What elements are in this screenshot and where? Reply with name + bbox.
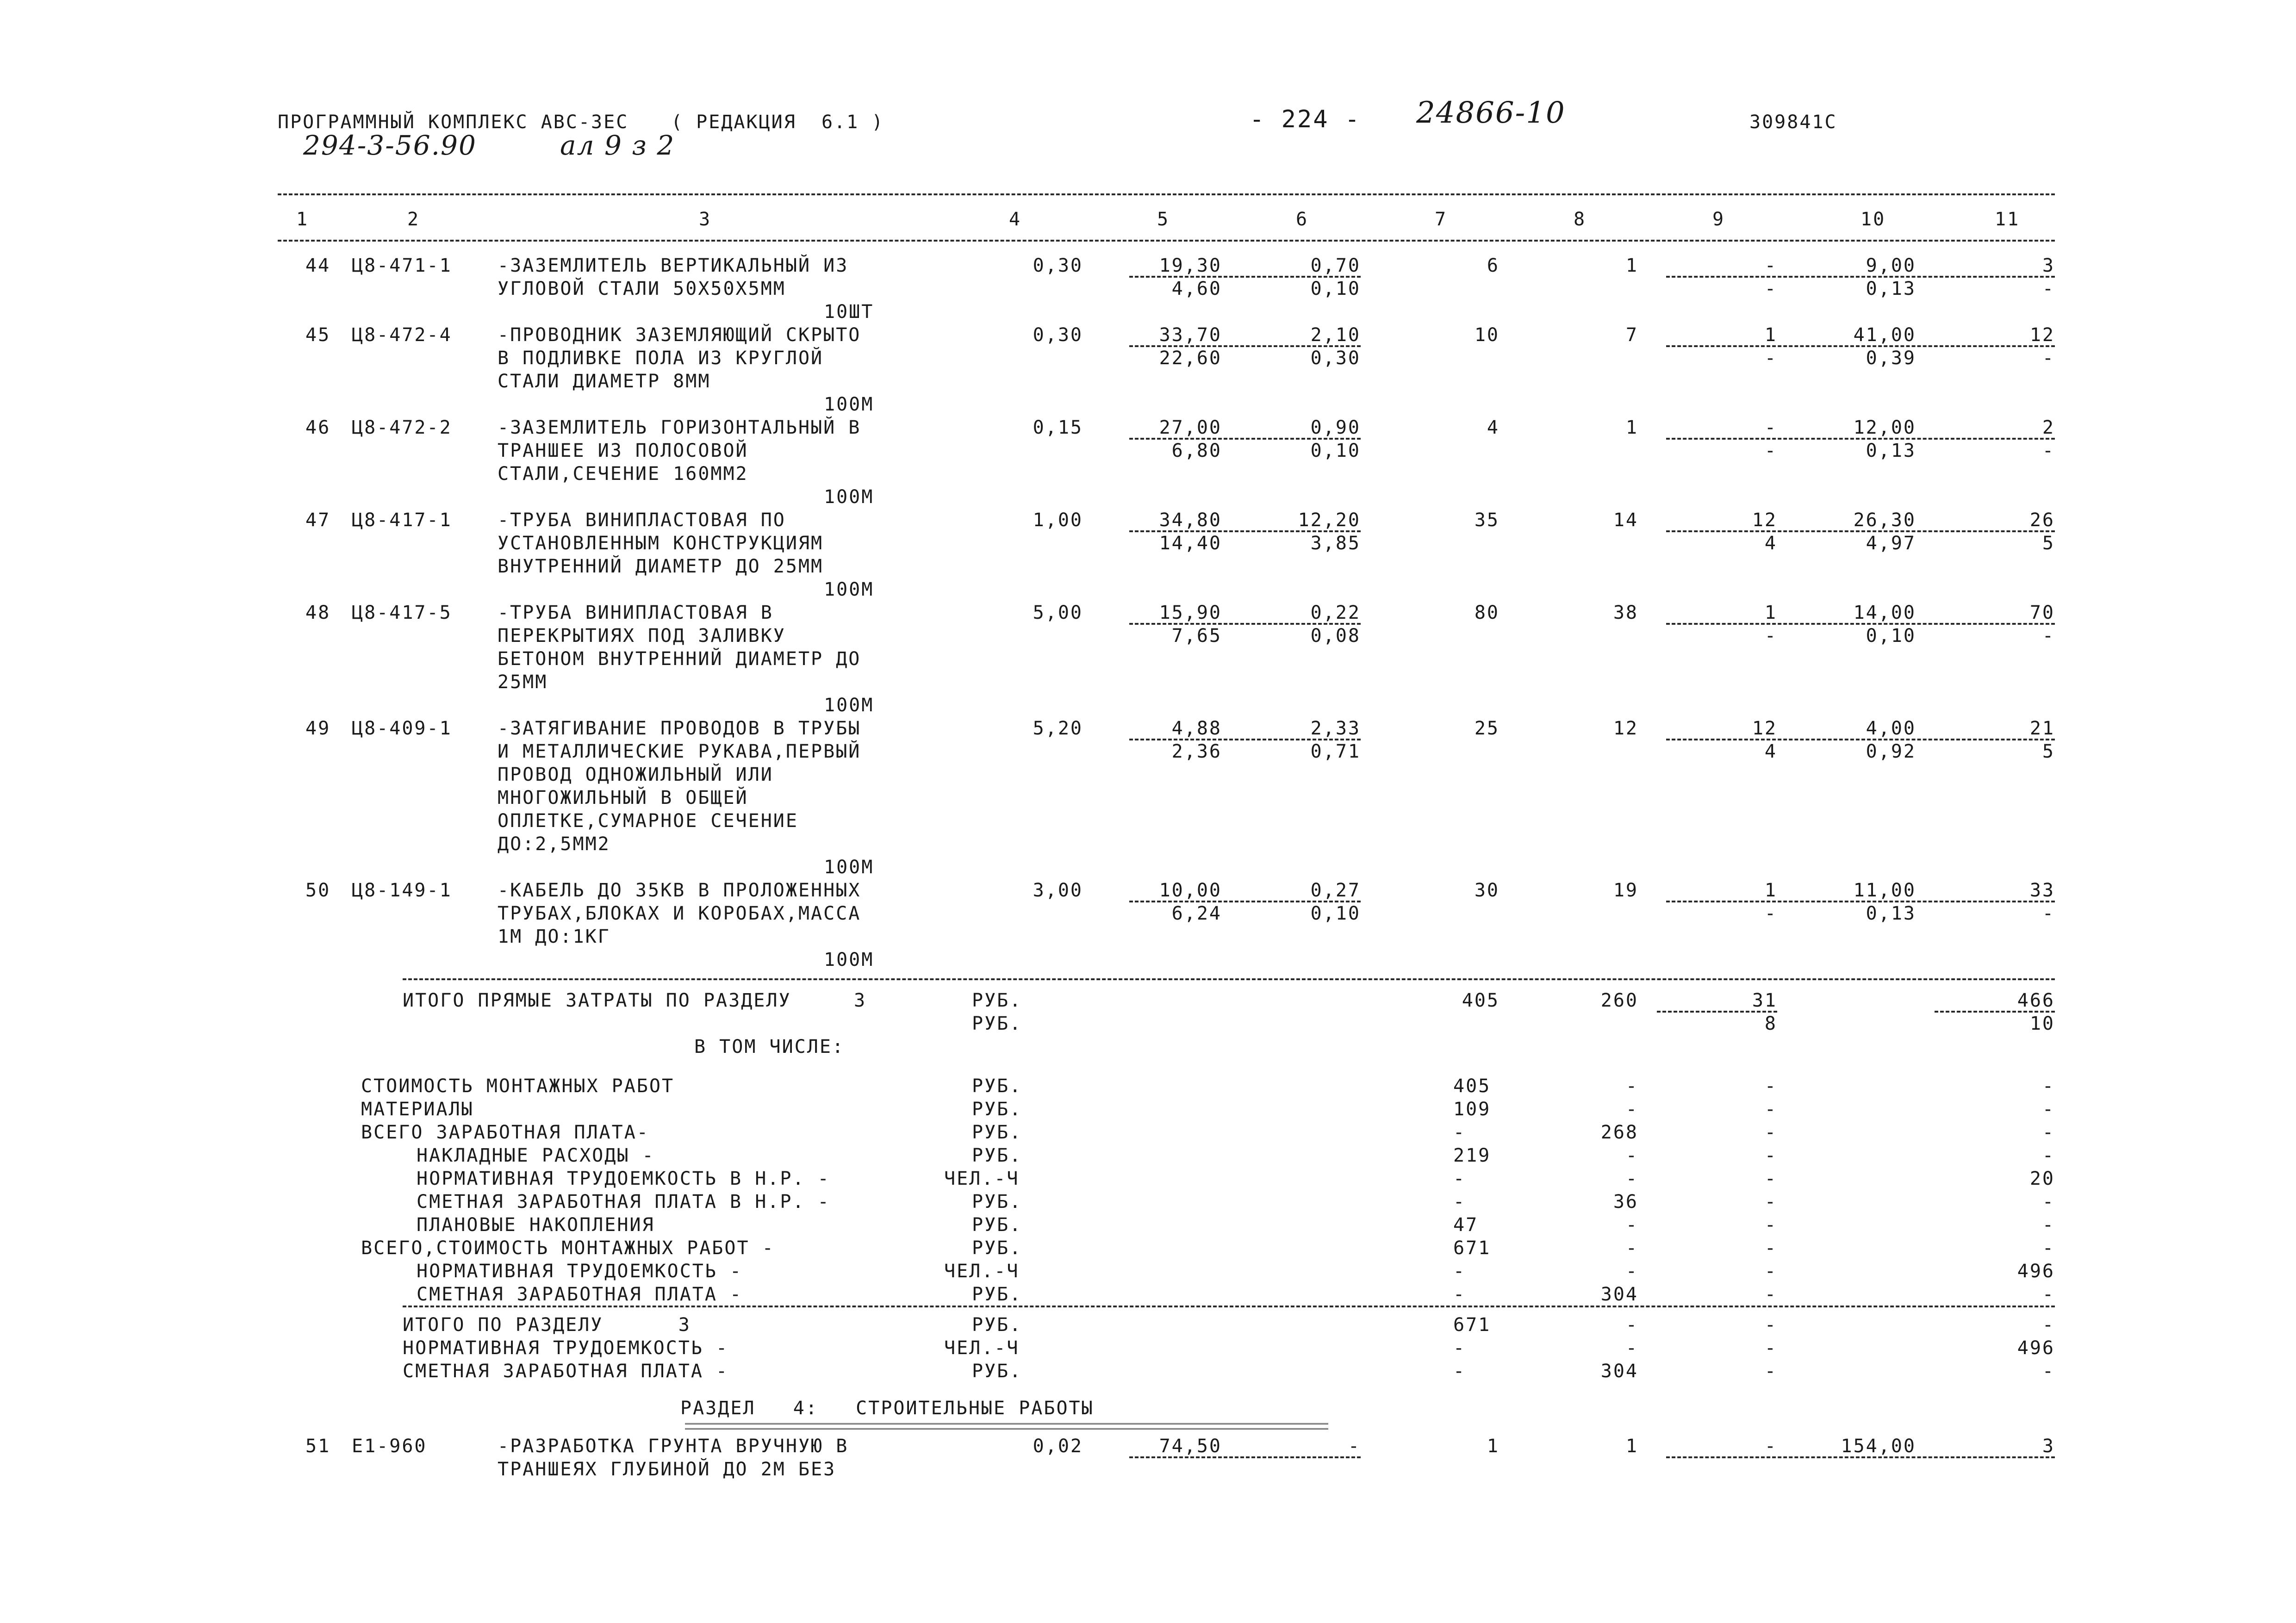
cell-c5: 10,00 bbox=[1159, 880, 1222, 901]
sub-rule bbox=[1129, 276, 1361, 278]
cell-c6-sub: 0,10 bbox=[1310, 278, 1361, 299]
sub-rule bbox=[1129, 739, 1361, 740]
cell-c7: 1 bbox=[1487, 1436, 1500, 1457]
cell-c6-sub: 0,10 bbox=[1310, 440, 1361, 461]
sub-rule bbox=[1666, 739, 2055, 740]
summary-label: СМЕТНАЯ ЗАРАБОТНАЯ ПЛАТА В Н.Р. - bbox=[417, 1191, 830, 1213]
row-number: 47 bbox=[305, 510, 331, 531]
summary-c9: - bbox=[1764, 1122, 1777, 1143]
section-total-label: НОРМАТИВНАЯ ТРУДОЕМКОСТЬ - bbox=[403, 1337, 729, 1359]
row-description: УСТАНОВЛЕННЫМ КОНСТРУКЦИЯМ bbox=[498, 533, 824, 554]
summary-unit: РУБ. bbox=[972, 1191, 1022, 1213]
summary-c8: - bbox=[1625, 1214, 1638, 1236]
cell-c4: 5,00 bbox=[1033, 602, 1083, 623]
sub-rule bbox=[1129, 623, 1361, 625]
column-header-3: 3 bbox=[699, 209, 712, 230]
cell-c9: 1 bbox=[1764, 880, 1777, 901]
cell-c10: 154,00 bbox=[1841, 1436, 1916, 1457]
summary-c8: 36 bbox=[1613, 1191, 1638, 1213]
summary-unit: РУБ. bbox=[972, 1122, 1022, 1143]
row-description: СТАЛИ ДИАМЕТР 8ММ bbox=[498, 371, 711, 392]
section-4-title: РАЗДЕЛ 4: СТРОИТЕЛЬНЫЕ РАБОТЫ bbox=[680, 1398, 1094, 1419]
cell-c11: 70 bbox=[2029, 602, 2055, 623]
cell-c11-sub: - bbox=[2042, 440, 2055, 461]
cell-c11: 21 bbox=[2029, 718, 2055, 739]
row-description: В ПОДЛИВКЕ ПОЛА ИЗ КРУГЛОЙ bbox=[498, 348, 824, 369]
cell-c6-sub: 0,71 bbox=[1310, 741, 1361, 762]
row-description: ПЕРЕКРЫТИЯХ ПОД ЗАЛИВКУ bbox=[498, 625, 786, 647]
row-number: 51 bbox=[305, 1436, 331, 1457]
cell-c9-sub: 4 bbox=[1764, 533, 1777, 554]
summary-c9: - bbox=[1764, 1237, 1777, 1259]
row-number: 45 bbox=[305, 324, 331, 346]
summary-c8: 268 bbox=[1600, 1122, 1638, 1143]
row-description: ТРАНШЕЕ ИЗ ПОЛОСОВОЙ bbox=[498, 440, 748, 461]
row-description: -ТРУБА ВИНИПЛАСТОВАЯ ПО bbox=[498, 510, 786, 531]
summary-c9: - bbox=[1764, 1099, 1777, 1120]
column-header-7: 7 bbox=[1435, 209, 1448, 230]
cell-c11-sub: - bbox=[2042, 348, 2055, 369]
section-total-c9: - bbox=[1764, 1337, 1777, 1359]
section-total-c8: - bbox=[1625, 1314, 1638, 1336]
row-number: 44 bbox=[305, 255, 331, 276]
handwritten-project: 294-3-56.90 bbox=[303, 130, 477, 161]
cell-c5: 19,30 bbox=[1159, 255, 1222, 276]
summary-unit: РУБ. bbox=[972, 1076, 1022, 1097]
row-code: Ц8-472-4 bbox=[352, 324, 452, 346]
row-unit: 100М bbox=[824, 949, 874, 970]
cell-c10-sub: 0,13 bbox=[1866, 278, 1916, 299]
sub-rule bbox=[1935, 1011, 2055, 1013]
sub-rule bbox=[1666, 1456, 2055, 1458]
cell-c8: 12 bbox=[1613, 718, 1638, 739]
cell-c9: 12 bbox=[1752, 718, 1777, 739]
summary-c11: 20 bbox=[2029, 1168, 2055, 1189]
row-number: 46 bbox=[305, 417, 331, 438]
cell-c9-sub: - bbox=[1764, 903, 1777, 924]
cell-c5: 15,90 bbox=[1159, 602, 1222, 623]
row-description: ПРОВОД ОДНОЖИЛЬНЫЙ ИЛИ bbox=[498, 764, 773, 785]
cell-c7: 25 bbox=[1474, 718, 1500, 739]
column-header-10: 10 bbox=[1860, 209, 1886, 230]
cell-c8: 1 bbox=[1625, 255, 1638, 276]
row-description: ТРУБАХ,БЛОКАХ И КОРОБАХ,МАССА bbox=[498, 903, 861, 924]
handwritten-album: ал 9 з 2 bbox=[560, 130, 675, 161]
header-bottom-rule bbox=[278, 240, 2055, 242]
section-total-label: СМЕТНАЯ ЗАРАБОТНАЯ ПЛАТА - bbox=[403, 1361, 729, 1382]
section-rule bbox=[403, 1306, 2055, 1307]
cell-c6: 2,33 bbox=[1310, 718, 1361, 739]
summary-c7: 109 bbox=[1453, 1099, 1491, 1120]
cell-c7: 6 bbox=[1487, 255, 1500, 276]
cell-c8: 1 bbox=[1625, 417, 1638, 438]
row-code: Ц8-417-5 bbox=[352, 602, 452, 623]
cell-c9: - bbox=[1764, 1436, 1777, 1457]
row-description: -ЗАЗЕМЛИТЕЛЬ ГОРИЗОНТАЛЬНЫЙ В bbox=[498, 417, 861, 438]
cell-c5-sub: 14,40 bbox=[1159, 533, 1222, 554]
summary-c8: 304 bbox=[1600, 1284, 1638, 1305]
column-header-4: 4 bbox=[1009, 209, 1022, 230]
sub-rule bbox=[1666, 276, 2055, 278]
summary-c9: - bbox=[1764, 1214, 1777, 1236]
cell-c5: 34,80 bbox=[1159, 510, 1222, 531]
cell-c6: 0,22 bbox=[1310, 602, 1361, 623]
summary-unit: ЧЕЛ.-Ч bbox=[944, 1168, 1020, 1189]
cell-c6-sub: 0,10 bbox=[1310, 903, 1361, 924]
summary-label: ВСЕГО ЗАРАБОТНАЯ ПЛАТА- bbox=[361, 1122, 649, 1143]
sub-rule bbox=[1129, 530, 1361, 532]
cell-c8: 14 bbox=[1613, 510, 1638, 531]
cell-c10: 11,00 bbox=[1853, 880, 1916, 901]
summary-unit: ЧЕЛ.-Ч bbox=[944, 1261, 1020, 1282]
row-description: 25ММ bbox=[498, 672, 548, 693]
cell-c6: 0,90 bbox=[1310, 417, 1361, 438]
summary-c11: - bbox=[2042, 1145, 2055, 1166]
cell-c9: - bbox=[1764, 417, 1777, 438]
row-description: ТРАНШЕЯХ ГЛУБИНОЙ ДО 2М БЕЗ bbox=[498, 1459, 836, 1480]
summary-c8: - bbox=[1625, 1099, 1638, 1120]
row-unit: 100М bbox=[824, 857, 874, 878]
including-label: В ТОМ ЧИСЛЕ: bbox=[694, 1036, 845, 1057]
row-description: -ТРУБА ВИНИПЛАСТОВАЯ В bbox=[498, 602, 773, 623]
section-total-c11: - bbox=[2042, 1314, 2055, 1336]
summary-c7: 671 bbox=[1453, 1237, 1491, 1259]
cell-c5-sub: 2,36 bbox=[1171, 741, 1222, 762]
cell-c8: 1 bbox=[1625, 1436, 1638, 1457]
sub-rule bbox=[1657, 1011, 1777, 1013]
cell-c6: 0,70 bbox=[1310, 255, 1361, 276]
column-header-1: 1 bbox=[296, 209, 309, 230]
cell-c6: 0,27 bbox=[1310, 880, 1361, 901]
row-code: Ц8-471-1 bbox=[352, 255, 452, 276]
total-direct-unit2: РУБ. bbox=[972, 1013, 1022, 1034]
cell-c7: 35 bbox=[1474, 510, 1500, 531]
row-code: Ц8-409-1 bbox=[352, 718, 452, 739]
cell-c11-sub: - bbox=[2042, 625, 2055, 647]
cell-c9-sub: - bbox=[1764, 348, 1777, 369]
cell-c10-sub: 4,97 bbox=[1866, 533, 1916, 554]
section-rule bbox=[403, 978, 2055, 980]
summary-c11: - bbox=[2042, 1076, 2055, 1097]
section-total-unit: ЧЕЛ.-Ч bbox=[944, 1337, 1020, 1359]
row-unit: 100М bbox=[824, 486, 874, 508]
cell-c9-sub: - bbox=[1764, 440, 1777, 461]
cell-c11: 3 bbox=[2042, 255, 2055, 276]
row-description: -ЗАЗЕМЛИТЕЛЬ ВЕРТИКАЛЬНЫЙ ИЗ bbox=[498, 255, 849, 276]
cell-c11: 12 bbox=[2029, 324, 2055, 346]
row-number: 50 bbox=[305, 880, 331, 901]
summary-c8: - bbox=[1625, 1237, 1638, 1259]
cell-c7: 4 bbox=[1487, 417, 1500, 438]
column-header-9: 9 bbox=[1712, 209, 1725, 230]
summary-c8: - bbox=[1625, 1168, 1638, 1189]
cell-c11-sub: - bbox=[2042, 903, 2055, 924]
total-direct-c9: 31 bbox=[1752, 990, 1777, 1011]
cell-c5-sub: 6,80 bbox=[1171, 440, 1222, 461]
column-header-11: 11 bbox=[1995, 209, 2020, 230]
summary-c8: - bbox=[1625, 1261, 1638, 1282]
cell-c5-sub: 4,60 bbox=[1171, 278, 1222, 299]
row-description: ВНУТРЕННИЙ ДИАМЕТР ДО 25ММ bbox=[498, 556, 824, 577]
cell-c9: 1 bbox=[1764, 602, 1777, 623]
row-number: 49 bbox=[305, 718, 331, 739]
summary-c9: - bbox=[1764, 1076, 1777, 1097]
section-total-label: ИТОГО ПО РАЗДЕЛУ 3 bbox=[403, 1314, 691, 1336]
cell-c11: 2 bbox=[2042, 417, 2055, 438]
section-total-c9: - bbox=[1764, 1314, 1777, 1336]
column-header-6: 6 bbox=[1296, 209, 1309, 230]
header-top-rule bbox=[278, 193, 2055, 195]
row-description: ОПЛЕТКЕ,СУМАРНОЕ СЕЧЕНИЕ bbox=[498, 810, 798, 832]
cell-c5-sub: 7,65 bbox=[1171, 625, 1222, 647]
total-direct-c7: 405 bbox=[1462, 990, 1500, 1011]
sub-rule bbox=[1129, 438, 1361, 440]
cell-c8: 7 bbox=[1625, 324, 1638, 346]
summary-c7: 219 bbox=[1453, 1145, 1491, 1166]
row-unit: 10ШТ bbox=[824, 301, 874, 323]
program-title: ПРОГРАММНЫЙ КОМПЛЕКС АВС-3ЕС bbox=[278, 112, 629, 133]
summary-c7: - bbox=[1453, 1122, 1466, 1143]
section-total-unit: РУБ. bbox=[972, 1314, 1022, 1336]
summary-c8: - bbox=[1625, 1076, 1638, 1097]
cell-c5-sub: 6,24 bbox=[1171, 903, 1222, 924]
summary-unit: РУБ. bbox=[972, 1237, 1022, 1259]
cell-c10: 26,30 bbox=[1853, 510, 1916, 531]
summary-c9: - bbox=[1764, 1145, 1777, 1166]
cell-c7: 80 bbox=[1474, 602, 1500, 623]
row-description: -РАЗРАБОТКА ГРУНТА ВРУЧНУЮ В bbox=[498, 1436, 849, 1457]
summary-label: НОРМАТИВНАЯ ТРУДОЕМКОСТЬ В Н.Р. - bbox=[417, 1168, 830, 1189]
row-description: УГЛОВОЙ СТАЛИ 50Х50Х5ММ bbox=[498, 278, 786, 299]
summary-c11: - bbox=[2042, 1214, 2055, 1236]
section-total-c7: - bbox=[1453, 1337, 1466, 1359]
cell-c6-sub: 0,30 bbox=[1310, 348, 1361, 369]
row-description: -ПРОВОДНИК ЗАЗЕМЛЯЮЩИЙ СКРЫТО bbox=[498, 324, 861, 346]
section-total-c8: 304 bbox=[1600, 1361, 1638, 1382]
document-code: 309841С bbox=[1749, 112, 1837, 133]
summary-unit: РУБ. bbox=[972, 1099, 1022, 1120]
sub-rule bbox=[1129, 1456, 1361, 1458]
row-unit: 100М bbox=[824, 394, 874, 415]
summary-label: ВСЕГО,СТОИМОСТЬ МОНТАЖНЫХ РАБОТ - bbox=[361, 1237, 775, 1259]
summary-c7: - bbox=[1453, 1261, 1466, 1282]
section-total-c8: - bbox=[1625, 1337, 1638, 1359]
summary-c11: - bbox=[2042, 1191, 2055, 1213]
row-code: Ц8-149-1 bbox=[352, 880, 452, 901]
sub-rule bbox=[1666, 345, 2055, 347]
section-total-c7: - bbox=[1453, 1361, 1466, 1382]
row-description: 1М ДО:1КГ bbox=[498, 926, 610, 947]
section-total-c7: 671 bbox=[1453, 1314, 1491, 1336]
summary-c7: 405 bbox=[1453, 1076, 1491, 1097]
cell-c10-sub: 0,92 bbox=[1866, 741, 1916, 762]
summary-label: СТОИМОСТЬ МОНТАЖНЫХ РАБОТ bbox=[361, 1076, 675, 1097]
cell-c10-sub: 0,10 bbox=[1866, 625, 1916, 647]
cell-c9-sub: - bbox=[1764, 625, 1777, 647]
row-description: -ЗАТЯГИВАНИЕ ПРОВОДОВ В ТРУБЫ bbox=[498, 718, 861, 739]
cell-c7: 10 bbox=[1474, 324, 1500, 346]
cell-c10-sub: 0,13 bbox=[1866, 903, 1916, 924]
cell-c10: 14,00 bbox=[1853, 602, 1916, 623]
row-description: И МЕТАЛЛИЧЕСКИЕ РУКАВА,ПЕРВЫЙ bbox=[498, 741, 861, 762]
summary-label: СМЕТНАЯ ЗАРАБОТНАЯ ПЛАТА - bbox=[417, 1284, 743, 1305]
cell-c10: 9,00 bbox=[1866, 255, 1916, 276]
cell-c4: 3,00 bbox=[1033, 880, 1083, 901]
cell-c6: - bbox=[1348, 1436, 1361, 1457]
cell-c11: 26 bbox=[2029, 510, 2055, 531]
sub-rule bbox=[1129, 901, 1361, 902]
cell-c11-sub: - bbox=[2042, 278, 2055, 299]
cell-c9-sub: 4 bbox=[1764, 741, 1777, 762]
cell-c6: 2,10 bbox=[1310, 324, 1361, 346]
summary-c7: - bbox=[1453, 1168, 1466, 1189]
row-number: 48 bbox=[305, 602, 331, 623]
summary-unit: РУБ. bbox=[972, 1214, 1022, 1236]
sub-rule bbox=[1666, 901, 2055, 902]
summary-c9: - bbox=[1764, 1168, 1777, 1189]
cell-c10: 12,00 bbox=[1853, 417, 1916, 438]
cell-c4: 0,15 bbox=[1033, 417, 1083, 438]
summary-unit: РУБ. bbox=[972, 1284, 1022, 1305]
cell-c11-sub: 5 bbox=[2042, 741, 2055, 762]
summary-c7: 47 bbox=[1453, 1214, 1479, 1236]
summary-unit: РУБ. bbox=[972, 1145, 1022, 1166]
page-number: - 224 - bbox=[1250, 106, 1361, 133]
cell-c10-sub: 0,39 bbox=[1866, 348, 1916, 369]
row-code: Ц8-472-2 bbox=[352, 417, 452, 438]
summary-c11: - bbox=[2042, 1099, 2055, 1120]
summary-label: НАКЛАДНЫЕ РАСХОДЫ - bbox=[417, 1145, 655, 1166]
summary-c8: - bbox=[1625, 1145, 1638, 1166]
total-direct-c11: 466 bbox=[2017, 990, 2055, 1011]
cell-c10-sub: 0,13 bbox=[1866, 440, 1916, 461]
cell-c9: 12 bbox=[1752, 510, 1777, 531]
sub-rule bbox=[1666, 530, 2055, 532]
cell-c5: 33,70 bbox=[1159, 324, 1222, 346]
cell-c11: 33 bbox=[2029, 880, 2055, 901]
cell-c8: 19 bbox=[1613, 880, 1638, 901]
sub-rule bbox=[1666, 438, 2055, 440]
column-header-5: 5 bbox=[1157, 209, 1170, 230]
cell-c11-sub: 5 bbox=[2042, 533, 2055, 554]
cell-c5: 74,50 bbox=[1159, 1436, 1222, 1457]
cell-c11: 3 bbox=[2042, 1436, 2055, 1457]
cell-c4: 0,30 bbox=[1033, 255, 1083, 276]
cell-c5: 27,00 bbox=[1159, 417, 1222, 438]
total-direct-c9-sub: 8 bbox=[1764, 1013, 1777, 1034]
total-direct-c11-sub: 10 bbox=[2029, 1013, 2055, 1034]
sub-rule bbox=[1129, 345, 1361, 347]
section-total-c11: - bbox=[2042, 1361, 2055, 1382]
section-total-unit: РУБ. bbox=[972, 1361, 1022, 1382]
cell-c4: 0,02 bbox=[1033, 1436, 1083, 1457]
edition-label: ( РЕДАКЦИЯ 6.1 ) bbox=[671, 112, 884, 133]
summary-c7: - bbox=[1453, 1191, 1466, 1213]
summary-label: МАТЕРИАЛЫ bbox=[361, 1099, 474, 1120]
cell-c6: 12,20 bbox=[1298, 510, 1361, 531]
summary-c11: - bbox=[2042, 1122, 2055, 1143]
row-unit: 100М bbox=[824, 695, 874, 716]
total-direct-unit: РУБ. bbox=[972, 990, 1022, 1011]
cell-c9: - bbox=[1764, 255, 1777, 276]
section-total-c11: 496 bbox=[2017, 1337, 2055, 1359]
summary-c11: - bbox=[2042, 1284, 2055, 1305]
cell-c4: 5,20 bbox=[1033, 718, 1083, 739]
summary-c9: - bbox=[1764, 1191, 1777, 1213]
cell-c4: 1,00 bbox=[1033, 510, 1083, 531]
cell-c9-sub: - bbox=[1764, 278, 1777, 299]
cell-c7: 30 bbox=[1474, 880, 1500, 901]
summary-label: ПЛАНОВЫЕ НАКОПЛЕНИЯ bbox=[417, 1214, 655, 1236]
summary-c11: - bbox=[2042, 1237, 2055, 1259]
cell-c10: 4,00 bbox=[1866, 718, 1916, 739]
row-code: Ц8-417-1 bbox=[352, 510, 452, 531]
column-header-2: 2 bbox=[407, 209, 420, 230]
cell-c4: 0,30 bbox=[1033, 324, 1083, 346]
row-code: Е1-960 bbox=[352, 1436, 427, 1457]
cell-c5-sub: 22,60 bbox=[1159, 348, 1222, 369]
total-direct-label: ИТОГО ПРЯМЫЕ ЗАТРАТЫ ПО РАЗДЕЛУ 3 bbox=[403, 990, 867, 1011]
cell-c6-sub: 0,08 bbox=[1310, 625, 1361, 647]
cell-c6-sub: 3,85 bbox=[1310, 533, 1361, 554]
cell-c8: 38 bbox=[1613, 602, 1638, 623]
summary-c7: - bbox=[1453, 1284, 1466, 1305]
summary-c11: 496 bbox=[2017, 1261, 2055, 1282]
cell-c5: 4,88 bbox=[1171, 718, 1222, 739]
cell-c9: 1 bbox=[1764, 324, 1777, 346]
row-description: ДО:2,5ММ2 bbox=[498, 833, 610, 855]
row-description: -КАБЕЛЬ ДО 35КВ В ПРОЛОЖЕННЫХ bbox=[498, 880, 861, 901]
column-header-8: 8 bbox=[1574, 209, 1587, 230]
row-unit: 100М bbox=[824, 579, 874, 600]
summary-c9: - bbox=[1764, 1261, 1777, 1282]
row-description: СТАЛИ,СЕЧЕНИЕ 160ММ2 bbox=[498, 463, 748, 485]
summary-label: НОРМАТИВНАЯ ТРУДОЕМКОСТЬ - bbox=[417, 1261, 743, 1282]
total-direct-c8: 260 bbox=[1600, 990, 1638, 1011]
cell-c10: 41,00 bbox=[1853, 324, 1916, 346]
row-description: МНОГОЖИЛЬНЫЙ В ОБЩЕЙ bbox=[498, 787, 748, 808]
section-total-c9: - bbox=[1764, 1361, 1777, 1382]
section-4-underline bbox=[685, 1423, 1328, 1430]
summary-c9: - bbox=[1764, 1284, 1777, 1305]
sub-rule bbox=[1666, 623, 2055, 625]
handwritten-number: 24866-10 bbox=[1416, 96, 1566, 130]
row-description: БЕТОНОМ ВНУТРЕННИЙ ДИАМЕТР ДО bbox=[498, 648, 861, 670]
